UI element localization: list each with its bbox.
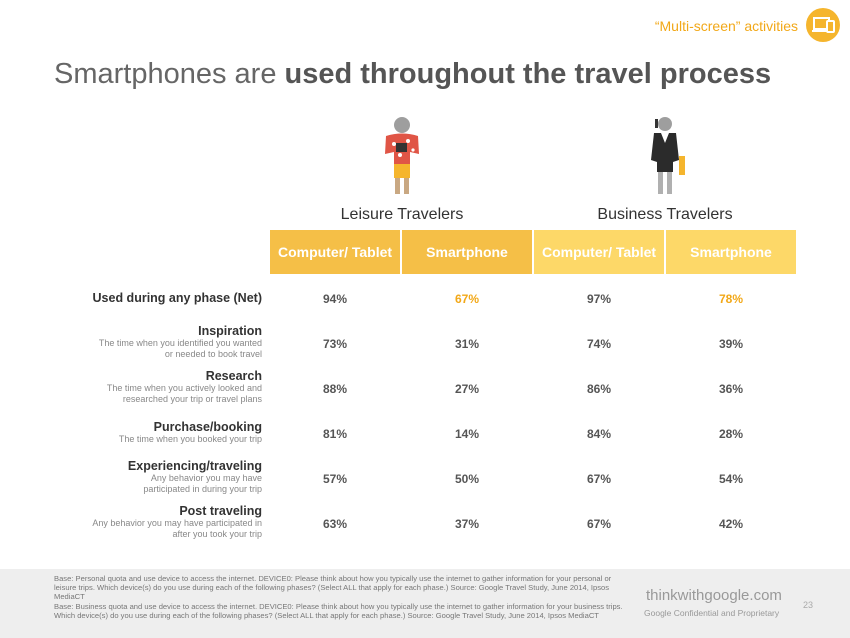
row-label: Used during any phase (Net) (92, 291, 262, 305)
section-label: “Multi-screen” activities (654, 18, 798, 34)
table-cell: 88% (322, 382, 348, 396)
page-title: Smartphones are used throughout the travel process (54, 58, 772, 90)
table-cell: 50% (454, 472, 480, 486)
table-cell: 14% (454, 427, 480, 441)
brand-link[interactable]: thinkwithgoogle.com (646, 587, 782, 604)
row-label: Purchase/booking The time when you booked your trip (118, 420, 262, 444)
table-cell: 36% (718, 382, 744, 396)
column-header-business-computer: Computer/ Tablet (534, 230, 664, 274)
table-cell: 31% (454, 337, 480, 351)
table-cell: 97% (586, 292, 612, 306)
table-cell: 54% (718, 472, 744, 486)
business-traveler-icon (643, 114, 689, 205)
column-header-business-smartphone: Smartphone (666, 230, 796, 274)
table-cell: 81% (322, 427, 348, 441)
group-header-leisure: Leisure Travelers (340, 206, 464, 223)
page-number: 23 (803, 600, 814, 610)
table-cell: 78% (718, 292, 744, 306)
column-header-leisure-smartphone: Smartphone (402, 230, 532, 274)
table-cell: 63% (322, 517, 348, 531)
table-cell: 42% (718, 517, 744, 531)
table-cell: 94% (322, 292, 348, 306)
leisure-traveler-icon (380, 114, 424, 205)
table-cell: 67% (454, 292, 480, 306)
table-cell: 27% (454, 382, 480, 396)
row-label: Research The time when you actively looked and researched your trip or travel plans (106, 369, 262, 404)
table-cell: 57% (322, 472, 348, 486)
row-label: Inspiration The time when you identified you wanted or needed to book travel (98, 324, 262, 359)
table-cell: 86% (586, 382, 612, 396)
table-cell: 73% (322, 337, 348, 351)
table-cell: 28% (718, 427, 744, 441)
column-header-leisure-computer: Computer/ Tablet (270, 230, 400, 274)
table-cell: 74% (586, 337, 612, 351)
table-cell: 37% (454, 517, 480, 531)
table-cell: 67% (586, 517, 612, 531)
table-cell: 67% (586, 472, 612, 486)
confidential-notice: Google Confidential and Proprietary (644, 608, 780, 618)
multiscreen-icon (806, 8, 840, 42)
group-header-business: Business Travelers (597, 206, 733, 223)
row-label: Experiencing/traveling Any behavior you may have participated in during your trip (127, 459, 262, 494)
row-label: Post traveling Any behavior you may have participated in after you took your trip (92, 504, 262, 539)
table-cell: 39% (718, 337, 744, 351)
footnote: Base: Personal quota and use device to access the internet. DEVICE0: Please think about how you typically use the internet to gather information for your personal or leisure trips. Which device(s) do you use during each of the following phases? (Select ALL that apply for each phase.) Source: Google Travel Study, June 2014, Ipsos MediaCT Base: Business quota and use device to access the internet. DEVICE0: Please think about how you typically use the internet to gather information for your business trips. Which device(s) do you use during each of the following phases? (Select ALL that apply for each phase.) Source: Google Travel Study, June 2014, Ipsos MediaCT (54, 574, 623, 620)
table-cell: 84% (586, 427, 612, 441)
